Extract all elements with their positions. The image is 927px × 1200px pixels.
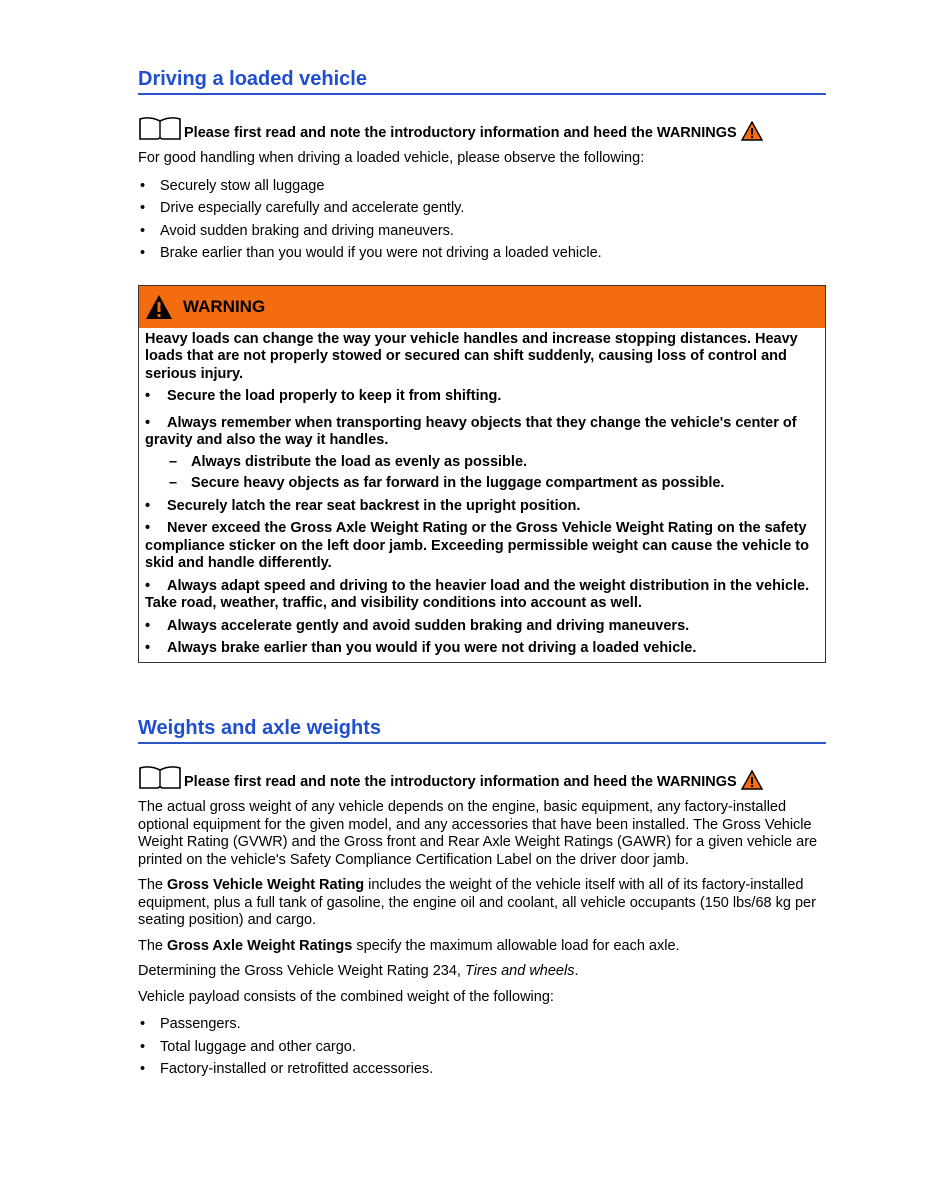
read-notice-text: Please first read and note the introductory information and heed the WARNINGS (184, 125, 737, 141)
warning-intro: Heavy loads can change the way your vehicle handles and increase stopping distances. Heavy loads that are not properly stowed or secured can shift suddenly, causing loss of control and serious injury. (145, 330, 798, 382)
list-item: • Total luggage and other cargo. (138, 1039, 826, 1057)
list-item: • Passengers. (138, 1016, 826, 1034)
paragraph: The Gross Axle Weight Ratings specify the maximum allowable load for each axle. (138, 937, 680, 954)
warning-item: • Always brake earlier than you would if you were not driving a loaded vehicle. (145, 640, 697, 656)
warning-item: • Never exceed the Gross Axle Weight Rating or the Gross Vehicle Weight Rating on the safety compliance sticker on the left door jamb. Exceeding permissible weight can cause the vehicle to skid and handle differently. (145, 520, 809, 571)
warning-subitem: – Secure heavy objects as far forward in the luggage compartment as possible. (169, 475, 725, 491)
paragraph: The Gross Vehicle Weight Rating includes the weight of the vehicle itself with all of its factory-installed equipment, plus a full tank of gasoline, the engine oil and coolant, all vehicle occupants (150 lbs/68 kg per seating position) and cargo. (138, 877, 816, 928)
warning-subitem: – Always distribute the load as evenly as possible. (169, 453, 528, 470)
read-notice-text: Please first read and note the introductory information and heed the WARNINGS (184, 774, 737, 790)
list-item: • Avoid sudden braking and driving maneuvers. (138, 223, 826, 241)
term-gvwr: Gross Vehicle Weight Rating (167, 877, 365, 893)
paragraph: Determining the Gross Vehicle Weight Rating 234, Tires and wheels. (138, 963, 579, 979)
warning-triangle-icon (741, 770, 763, 790)
paragraph: Vehicle payload consists of the combined weight of the following: (138, 988, 554, 1005)
paragraph: The actual gross weight of any vehicle depends on the engine, basic equipment, any factory-installed optional equipment for the given model, and any accessories that have been installed. The Gross Vehicle Weight Rating (GVWR) and the Gross front and Rear Axle Weight Ratings (GAWR) for a given vehicle are printed on the vehicle's Safety Compliance Certification Label on the driver door jamb. (138, 799, 818, 868)
warning-body (139, 328, 825, 662)
warning-item: • Securely latch the rear seat backrest in the upright position. (145, 497, 581, 514)
list-item: • Factory-installed or retrofitted accessories. (138, 1061, 826, 1079)
section-title-weights: Weights and axle weights (138, 717, 826, 744)
warning-label: WARNING (183, 296, 266, 316)
list-item: • Brake earlier than you would if you were not driving a loaded vehicle. (138, 245, 826, 263)
list-item: • Securely stow all luggage (138, 178, 826, 196)
warning-item: • Always adapt speed and driving to the heavier load and the weight distribution in the vehicle. Take road, weather, traffic, and visibility conditions into account as well. (145, 577, 810, 611)
book-icon (138, 764, 182, 790)
bullet-list (138, 178, 826, 263)
warning-triangle-icon (145, 294, 173, 320)
warning-header (139, 286, 825, 328)
term-gawr: Gross Axle Weight Ratings (167, 937, 353, 954)
intro-text: For good handling when driving a loaded vehicle, please observe the following: (138, 150, 645, 166)
cross-reference-link[interactable]: Tires and wheels (464, 963, 575, 979)
book-icon (138, 115, 182, 141)
read-notice (138, 115, 826, 141)
bullet-list (138, 1016, 826, 1079)
warning-item: • Always accelerate gently and avoid sudden braking and driving maneuvers. (145, 617, 690, 634)
warning-item: • Secure the load properly to keep it from shifting. (145, 388, 502, 404)
warning-box (138, 285, 826, 663)
read-notice (138, 764, 826, 790)
warning-item: • Always remember when transporting heavy objects that they change the vehicle's center of gravity and also the way it handles. (145, 414, 797, 448)
warning-triangle-icon (741, 121, 763, 141)
section-title-driving-loaded: Driving a loaded vehicle (138, 68, 826, 95)
list-item: • Drive especially carefully and accelerate gently. (138, 200, 826, 218)
